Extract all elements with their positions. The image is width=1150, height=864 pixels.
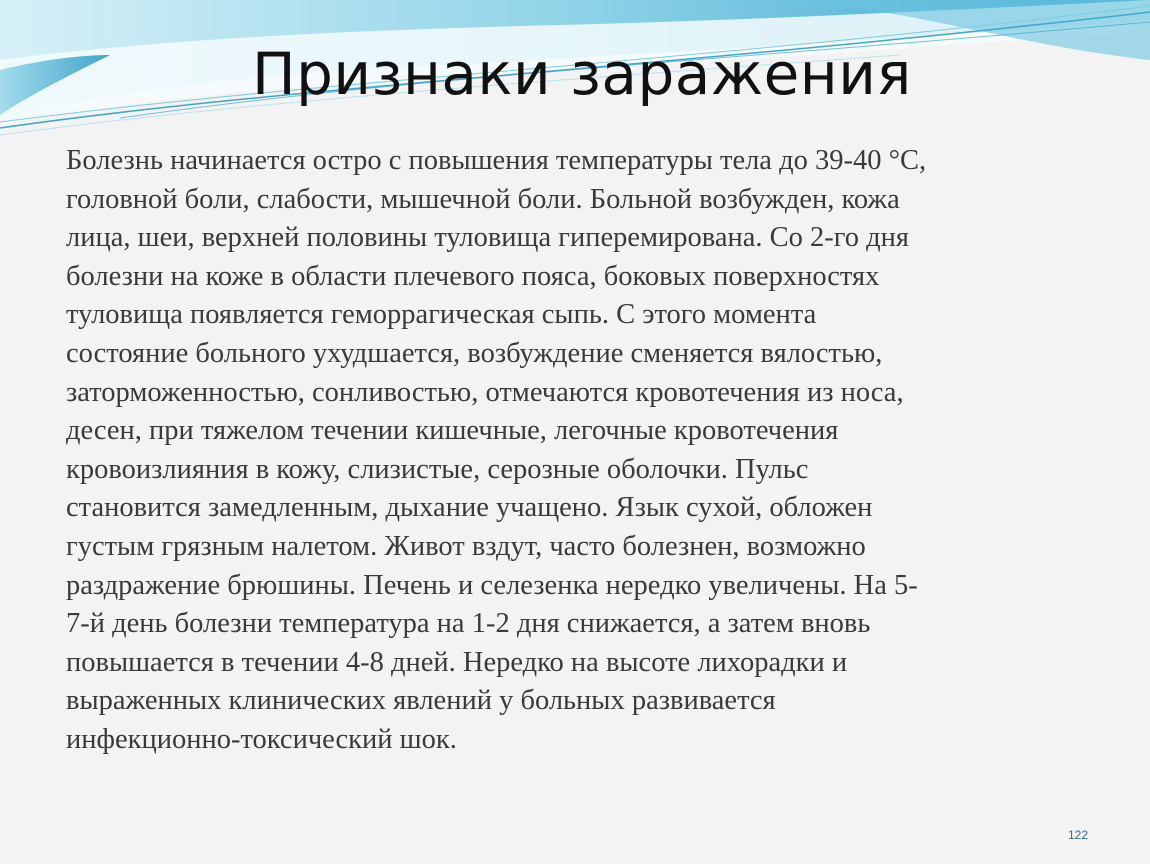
slide-body [66,142,1086,760]
body-line: становится замедленным, дыхание учащено. Язык сухой, обложен [66,492,873,524]
body-line: повышается в течении 4-8 дней. Нередко на высоте лихорадки и [66,646,848,678]
slide-title: Признаки заражения [252,40,912,108]
body-line: лица, шеи, верхней половины туловища гиперемирована. Со 2-го дня [66,222,910,254]
body-line: заторможенностью, сонливостью, отмечаются кровотечения из носа, [66,376,904,408]
body-line: состояние больного ухудшается, возбуждение сменяется вялостью, [66,337,883,369]
body-line: головной боли, слабости, мышечной боли. Больной возбужден, кожа [66,183,900,215]
body-line: густым грязным налетом. Живот вздут, часто болезнен, возможно [66,530,866,562]
body-line: болезни на коже в области плечевого пояса, боковых поверхностях [66,260,880,292]
body-line: десен, при тяжелом течении кишечные, легочные кровотечения [66,415,839,447]
page-number: 122 [1068,828,1089,842]
body-line: 7-й день болезни температура на 1-2 дня снижается, а затем вновь [66,608,871,640]
body-line: выраженных клинических явлений у больных развивается [66,685,776,717]
body-line: туловища появляется геморрагическая сыпь. С этого момента [66,299,817,331]
body-line: кровоизлияния в кожу, слизистые, серозные оболочки. Пульс [66,453,809,485]
body-line: раздражение брюшины. Печень и селезенка нередко увеличены. На 5- [66,569,918,601]
body-line: инфекционно-токсический шок. [66,723,457,755]
body-line: Болезнь начинается остро с повышения температуры тела до 39-40 °С, [66,145,927,176]
